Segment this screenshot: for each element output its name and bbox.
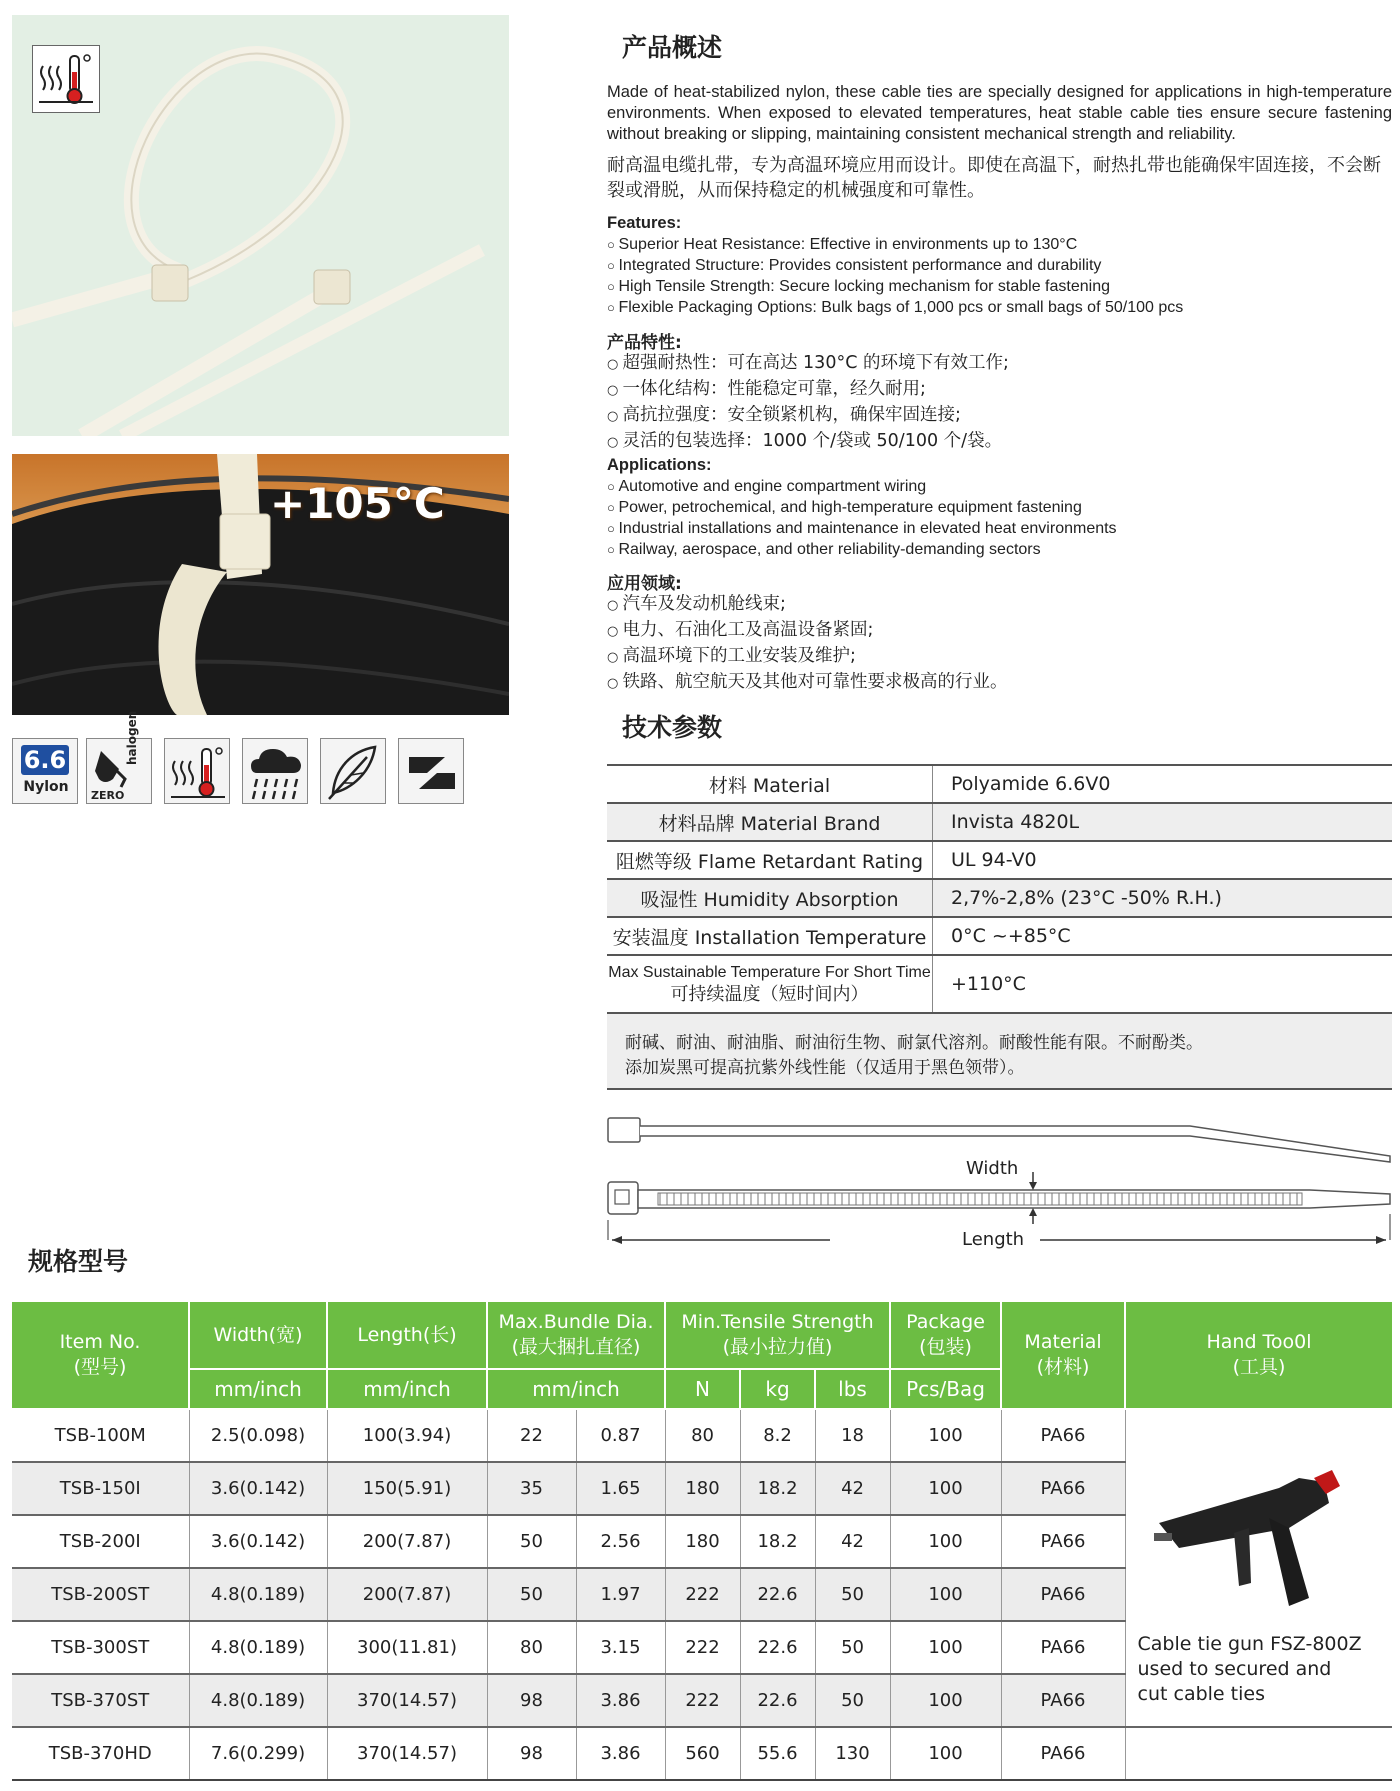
table-cell: 50 [487, 1515, 576, 1568]
table-cell: TSB-370HD [12, 1727, 189, 1780]
features-cn-list [607, 351, 1009, 455]
tech-params-table [607, 764, 1392, 1014]
zero-halogen-icon [86, 710, 152, 804]
table-cell: TSB-300ST [12, 1621, 189, 1674]
table-row [607, 803, 1392, 841]
table-cell: PA66 [1001, 1674, 1125, 1727]
note-line: 添加炭黑可提高抗紫外线性能（仅适用于黑色领带）。 [625, 1058, 1025, 1078]
header-label: (包装) [919, 1336, 972, 1358]
table-row [607, 955, 1392, 1013]
param-key: 安装温度 Installation Temperature [607, 917, 933, 955]
table-cell: 370(14.57) [327, 1674, 487, 1727]
table-cell: PA66 [1001, 1621, 1125, 1674]
applications-title: Applications: [607, 456, 712, 474]
col-item [12, 1302, 189, 1409]
list-item: ○ 一体化结构：性能稳定可靠，经久耐用; [607, 377, 1009, 403]
tool-caption [1138, 1632, 1381, 1707]
unit-n: N [665, 1369, 740, 1409]
param-value: Invista 4820L [933, 803, 1393, 841]
table-cell: 2.5(0.098) [189, 1409, 327, 1462]
header-label: Max.Bundle Dia. [498, 1311, 654, 1333]
unit-length: mm/inch [327, 1369, 487, 1409]
table-cell: 200(7.87) [327, 1568, 487, 1621]
list-item: ○ 电力、石油化工及高温设备紧固; [607, 618, 1007, 644]
table-cell: 3.86 [576, 1727, 665, 1780]
list-item: ○ Industrial installations and maintenance in elevated heat environments [607, 518, 1117, 539]
table-cell: 1.97 [576, 1568, 665, 1621]
applications-cn-list [607, 592, 1007, 696]
table-row [12, 1409, 1392, 1462]
table-cell: 222 [665, 1621, 740, 1674]
table-cell: 50 [815, 1568, 890, 1621]
table-cell: 560 [665, 1727, 740, 1780]
table-cell: 4.8(0.189) [189, 1621, 327, 1674]
applications-list [607, 476, 1117, 560]
param-value: +110°C [933, 955, 1393, 1013]
cable-tie-gun-image [1139, 1448, 1379, 1618]
list-item: ○ 灵活的包装选择：1000 个/袋或 50/100 个/袋。 [607, 429, 1009, 455]
table-cell: 100 [890, 1568, 1001, 1621]
col-tensile [665, 1302, 890, 1369]
unit-kg: kg [740, 1369, 815, 1409]
list-item: ○ 汽车及发动机舱线束; [607, 592, 1007, 618]
table-cell: TSB-370ST [12, 1674, 189, 1727]
table-cell: PA66 [1001, 1727, 1125, 1780]
table-cell: 180 [665, 1515, 740, 1568]
table-cell: 4.8(0.189) [189, 1674, 327, 1727]
list-item: ○ Integrated Structure: Provides consistent performance and durability [607, 255, 1183, 276]
table-row [12, 1727, 1392, 1780]
table-cell: 180 [665, 1462, 740, 1515]
flame-retardant-icon [398, 738, 464, 804]
table-cell: PA66 [1001, 1515, 1125, 1568]
nylon-label: Nylon [23, 779, 69, 795]
list-item: ○ Flexible Packaging Options: Bulk bags of 1,000 pcs or small bags of 50/100 pcs [607, 297, 1183, 318]
unit-package: Pcs/Bag [890, 1369, 1001, 1409]
table-cell: 100 [890, 1674, 1001, 1727]
table-cell: 100 [890, 1409, 1001, 1462]
list-item: ○ 高温环境下的工业安装及维护; [607, 644, 1007, 670]
table-cell: 222 [665, 1674, 740, 1727]
table-cell: 18 [815, 1409, 890, 1462]
col-package [890, 1302, 1001, 1369]
temperature-badge: +105°C [270, 479, 445, 528]
halogen-label: halogen [125, 710, 139, 765]
zero-label: ZERO [91, 789, 125, 802]
list-item: ○ 铁路、航空航天及其他对可靠性要求极高的行业。 [607, 670, 1007, 696]
table-cell: 2.56 [576, 1515, 665, 1568]
table-cell: 18.2 [740, 1462, 815, 1515]
header-label: Min.Tensile Strength [681, 1311, 874, 1333]
param-value: 2,7%-2,8% (23°C -50% R.H.) [933, 879, 1393, 917]
param-key: 材料 Material [607, 765, 933, 803]
table-cell: 100 [890, 1727, 1001, 1780]
list-item: ○ 超强耐热性：可在高达 130°C 的环境下有效工作; [607, 351, 1009, 377]
table-cell: 0.87 [576, 1409, 665, 1462]
col-length: Length(长) [327, 1302, 487, 1369]
table-cell: 98 [487, 1727, 576, 1780]
table-cell: 18.2 [740, 1515, 815, 1568]
tech-heading: 技术参数 [622, 708, 722, 744]
tool-caption-line: Cable tie gun FSZ-800Z [1137, 1633, 1362, 1655]
hand-tool-blank-cell [1125, 1727, 1392, 1780]
table-row [607, 841, 1392, 879]
table-row [607, 879, 1392, 917]
weather-resistant-icon [242, 738, 308, 804]
features-list [607, 234, 1183, 318]
width-label: Width [966, 1158, 1019, 1179]
cable-tie-photo [12, 15, 509, 436]
features-cn-title: 产品特性: [607, 333, 682, 353]
header-label: (最小拉力值) [722, 1336, 833, 1358]
col-tool [1125, 1302, 1392, 1409]
col-width: Width(宽) [189, 1302, 327, 1369]
nylon-6.6-icon [12, 738, 78, 804]
hand-tool-cell [1125, 1409, 1392, 1727]
header-label: Item No. [59, 1331, 141, 1353]
param-value: Polyamide 6.6V0 [933, 765, 1393, 803]
table-cell: 100 [890, 1621, 1001, 1674]
table-cell: 22.6 [740, 1568, 815, 1621]
table-cell: 100 [890, 1515, 1001, 1568]
table-cell: 35 [487, 1462, 576, 1515]
table-cell: 222 [665, 1568, 740, 1621]
list-item: ○ 高抗拉强度：安全锁紧机构，确保牢固连接; [607, 403, 1009, 429]
header-label: (最大捆扎直径) [511, 1336, 641, 1358]
table-cell: 370(14.57) [327, 1727, 487, 1780]
unit-bundle: mm/inch [487, 1369, 665, 1409]
list-item: ○ Railway, aerospace, and other reliability-demanding sectors [607, 539, 1117, 560]
table-cell: 22 [487, 1409, 576, 1462]
table-row [607, 765, 1392, 803]
param-value: 0°C ~+85°C [933, 917, 1393, 955]
param-key [607, 955, 933, 1013]
table-row [607, 917, 1392, 955]
param-key: 吸湿性 Humidity Absorption [607, 879, 933, 917]
header-row [12, 1302, 1392, 1369]
table-cell: 8.2 [740, 1409, 815, 1462]
col-material [1001, 1302, 1125, 1409]
applications-cn-title: 应用领域: [607, 574, 682, 594]
table-cell: PA66 [1001, 1568, 1125, 1621]
header-label: Hand Too0l [1206, 1331, 1312, 1353]
list-item: ○ High Tensile Strength: Secure locking mechanism for stable fastening [607, 276, 1183, 297]
header-label: (工具) [1232, 1356, 1286, 1378]
overview-heading: 产品概述 [622, 28, 722, 64]
table-cell: 42 [815, 1515, 890, 1568]
overview-text-en: Made of heat-stabilized nylon, these cable ties are specially designed for applications in high-temperature environments. When exposed to elevated temperatures, heat stable cable ties ensure secure fastening without breaking or slipping, maintaining consistent mechanical strength and reliability. [607, 83, 1392, 143]
note-line: 耐碱、耐油、耐油脂、耐油衍生物、耐氯代溶剂。耐酸性能有限。不耐酚类。 [625, 1033, 1203, 1053]
table-cell: PA66 [1001, 1462, 1125, 1515]
heat-resistant-icon [32, 45, 100, 113]
list-item: ○ Automotive and engine compartment wiring [607, 476, 1117, 497]
table-cell: 50 [815, 1674, 890, 1727]
unit-lbs: lbs [815, 1369, 890, 1409]
table-cell: 22.6 [740, 1674, 815, 1727]
header-label: Material [1024, 1331, 1102, 1353]
table-cell: 130 [815, 1727, 890, 1780]
param-key-line1: Max Sustainable Temperature For Short Time [608, 964, 931, 981]
table-cell: 3.15 [576, 1621, 665, 1674]
table-cell: 200(7.87) [327, 1515, 487, 1568]
nylon-grade-label: 6.6 [21, 745, 69, 775]
unit-width: mm/inch [189, 1369, 327, 1409]
table-cell: 98 [487, 1674, 576, 1727]
table-cell: 3.6(0.142) [189, 1515, 327, 1568]
table-cell: 100(3.94) [327, 1409, 487, 1462]
header-label: Package [906, 1311, 985, 1333]
table-cell: TSB-100M [12, 1409, 189, 1462]
table-cell: 7.6(0.299) [189, 1727, 327, 1780]
param-key: 阻燃等级 Flame Retardant Rating [607, 841, 933, 879]
resistance-note [607, 1014, 1392, 1090]
table-cell: 42 [815, 1462, 890, 1515]
param-key: 材料品牌 Material Brand [607, 803, 933, 841]
param-value: UL 94-V0 [933, 841, 1393, 879]
table-cell: TSB-200I [12, 1515, 189, 1568]
list-item: ○ Power, petrochemical, and high-temperature equipment fastening [607, 497, 1117, 518]
overview-text-cn: 耐高温电缆扎带，专为高温环境应用而设计。即使在高温下，耐热扎带也能确保牢固连接，不会断裂或滑脱，从而保持稳定的机械强度和可靠性。 [607, 155, 1381, 201]
table-cell: 80 [665, 1409, 740, 1462]
cable-tie-on-hoses-photo [12, 454, 509, 715]
table-cell: TSB-150I [12, 1462, 189, 1515]
table-cell: 50 [815, 1621, 890, 1674]
table-cell: 3.86 [576, 1674, 665, 1727]
length-label: Length [962, 1229, 1025, 1250]
tool-caption-line: cut cable ties [1137, 1683, 1265, 1705]
list-item: ○ Superior Heat Resistance: Effective in environments up to 130°C [607, 234, 1183, 255]
param-key-line2: 可持续温度（短时间内） [670, 984, 869, 1005]
header-label: (型号) [73, 1356, 127, 1378]
table-cell: 3.6(0.142) [189, 1462, 327, 1515]
heat-resistant-icon [164, 738, 230, 804]
features-title: Features: [607, 214, 682, 232]
table-cell: TSB-200ST [12, 1568, 189, 1621]
table-cell: 50 [487, 1568, 576, 1621]
table-cell: 150(5.91) [327, 1462, 487, 1515]
table-cell: 300(11.81) [327, 1621, 487, 1674]
table-cell: 4.8(0.189) [189, 1568, 327, 1621]
table-cell: PA66 [1001, 1409, 1125, 1462]
table-cell: 1.65 [576, 1462, 665, 1515]
table-cell: 100 [890, 1462, 1001, 1515]
table-cell: 22.6 [740, 1621, 815, 1674]
spec-heading: 规格型号 [28, 1242, 128, 1278]
table-cell: 55.6 [740, 1727, 815, 1780]
col-bundle [487, 1302, 665, 1369]
header-label: (材料) [1036, 1356, 1090, 1378]
table-cell: 80 [487, 1621, 576, 1674]
tool-caption-line: used to secured and [1137, 1658, 1332, 1680]
lightweight-feather-icon [320, 738, 386, 804]
spec-table [12, 1302, 1392, 1781]
